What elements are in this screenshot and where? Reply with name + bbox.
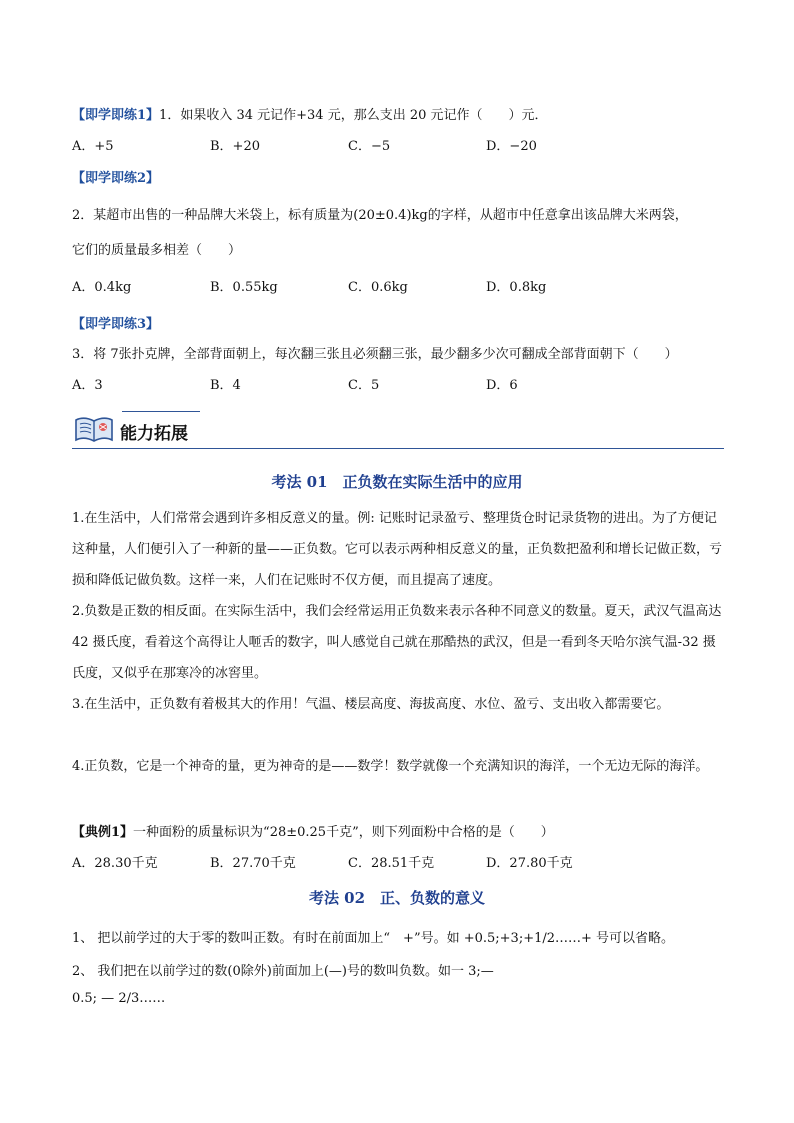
kaofa01-example-tag: 【典例1】 (72, 825, 134, 840)
banner-top-line (122, 411, 200, 412)
kaofa01-paragraph-1: 1.在生活中，人们常常会遇到许多相反意义的量。例: 记账时记录盈亏、整理货仓时记录货物的进出。为了方便记这种量，人们便引入了一种新的量——正负数。它可以表示两种相反意义的量，正负数把盈利和增长记做正数，亏损和降低记做负数。这样一来，人们在记账时不仅方便，而且提高了速度。 (72, 511, 723, 588)
kaofa01-example-option-a: A．28.30千克 (72, 856, 158, 871)
practice2-question-line1: 2．某超市出售的一种品牌大米袋上，标有质量为(20±0.4)kg的字样，从超市中任意拿出该品牌大米两袋， (72, 208, 688, 223)
kaofa01-example-option-d: D．27.80千克 (486, 856, 573, 871)
kaofa01-example-line (72, 821, 554, 840)
kaofa01-example-option-b: B．27.70千克 (210, 856, 296, 871)
kaofa01-paragraph-3: 3.在生活中，正负数有着极其大的作用！气温、楼层高度、海拔高度、水位、盈亏、支出收入都需要它。 (72, 697, 670, 712)
practice1-option-a: A．+5 (72, 139, 114, 154)
practice1-option-b: B．+20 (210, 139, 260, 154)
practice2-question-line2: 它们的质量最多相差（ ） (72, 243, 242, 258)
practice2-option-b: B．0.55kg (210, 280, 278, 295)
practice2-option-c: C．0.6kg (348, 280, 408, 295)
kaofa01-title: 考法 01 正负数在实际生活中的应用 (271, 473, 523, 491)
practice3-tag: 【即学即练3】 (72, 317, 160, 332)
kaofa01-paragraph-2: 2.负数是正数的相反面。在实际生活中，我们会经常运用正负数来表示各种不同意义的数量。夏天，武汉气温高达 42 摄氏度，看着这个高得让人咂舌的数字，叫人感觉自己就在那酷热的武汉，但是一看到冬天哈尔滨气温-32 摄氏度，又似乎在那寒冷的冰窖里。 (72, 604, 722, 681)
book-icon (72, 412, 116, 446)
practice1-option-c: C．−5 (348, 139, 391, 154)
kaofa01-example-question: 一种面粉的质量标识为“28±0.25千克”，则下列面粉中合格的是（ ） (133, 825, 554, 840)
kaofa01-paragraph-4: 4.正负数，它是一个神奇的量，更为神奇的是——数学！数学就像一个充满知识的海洋，一个无边无际的海洋。 (72, 759, 709, 774)
kaofa02-paragraph-1: 1、 把以前学过的大于零的数叫正数。有时在前面加上“ +”号。如 +0.5;+3;+1/2……+ 号可以省略。 (72, 931, 675, 946)
practice3-option-c: C．5 (348, 378, 380, 393)
practice2-option-a: A．0.4kg (72, 280, 132, 295)
practice3-question: 3．将 7张扑克牌，全部背面朝上，每次翻三张且必须翻三张，最少翻多少次可翻成全部背面朝下（ ） (72, 347, 678, 362)
practice1-option-d: D．−20 (486, 139, 537, 154)
practice2-option-d: D．0.8kg (486, 280, 547, 295)
kaofa02-title: 考法 02 正、负数的意义 (308, 889, 486, 907)
kaofa01-example-option-c: C．28.51千克 (348, 856, 435, 871)
practice3-option-b: B．4 (210, 378, 241, 393)
section-banner-title: 能力拓展 (120, 424, 188, 444)
practice1-tag: 【即学即练1】 (72, 108, 160, 123)
practice3-option-a: A．3 (72, 378, 103, 393)
kaofa02-paragraph-2-line2: 0.5; — 2/3…… (72, 991, 166, 1006)
practice3-option-d: D．6 (486, 378, 518, 393)
practice1-question-line (72, 104, 548, 123)
section-banner (72, 408, 724, 450)
practice2-tag: 【即学即练2】 (72, 171, 160, 186)
section-divider (72, 448, 724, 449)
practice1-question: 1．如果收入 34 元记作+34 元，那么支出 20 元记作（ ）元． (159, 108, 548, 123)
kaofa02-paragraph-2-line1: 2、 我们把在以前学过的数(0除外)前面加上(—)号的数叫负数。如一 3;— (72, 964, 494, 979)
